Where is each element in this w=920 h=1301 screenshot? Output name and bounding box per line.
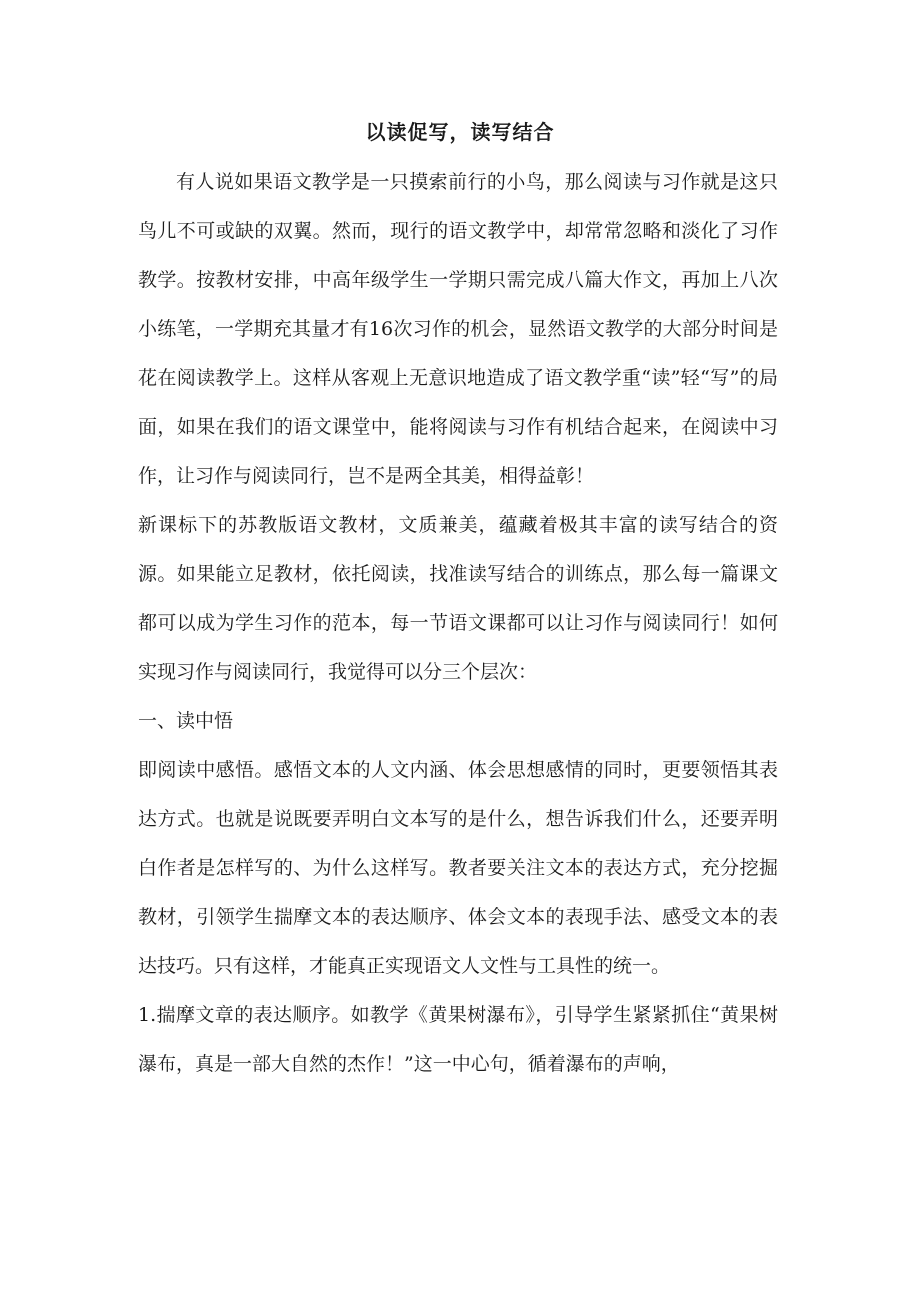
document-body [138, 158, 778, 1089]
paragraph-textbook: 新课标下的苏教版语文教材，文质兼美，蕴藏着极其丰富的读写结合的资源。如果能立足教材，依托阅读，找准读写结合的训练点，那么每一篇课文都可以成为学生习作的范本，每一节语文课都可以让习作与阅读同行！如何实现习作与阅读同行，我觉得可以分三个层次： [138, 514, 778, 683]
paragraph-point-1: 1.揣摩文章的表达顺序。如教学《黄果树瀑布》，引导学生紧紧抓住“黄果树瀑布，真是一部大自然的杰作！”这一中心句，循着瀑布的声响， [138, 1004, 778, 1075]
paragraph-reading-insight: 即阅读中感悟。感悟文本的人文内涵、体会思想感情的同时，更要领悟其表达方式。也就是说既要弄明白文本写的是什么，想告诉我们什么，还要弄明白作者是怎样写的、为什么这样写。教者要关注文本的表达方式，充分挖掘教材，引领学生揣摩文本的表达顺序、体会文本的表现手法、感受文本的表达技巧。只有这样，才能真正实现语文人文性与工具性的统一。 [138, 759, 778, 977]
document-title: 以读促写，读写结合 [365, 120, 555, 144]
section-heading: 一、读中悟 [138, 710, 234, 732]
paragraph-intro: 有人说如果语文教学是一只摸索前行的小鸟，那么阅读与习作就是这只鸟儿不可或缺的双翼。然而，现行的语文教学中，却常常忽略和淡化了习作教学。按教材安排，中高年级学生一学期只需完成八篇大作文，再加上八次小练笔，一学期充其量才有16次习作的机会，显然语文教学的大部分时间是花在阅读教学上。这样从客观上无意识地造成了语文教学重“读”轻“写”的局面，如果在我们的语文课堂中，能将阅读与习作有机结合起来，在阅读中习作，让习作与阅读同行，岂不是两全其美，相得益彰！ [138, 171, 778, 487]
